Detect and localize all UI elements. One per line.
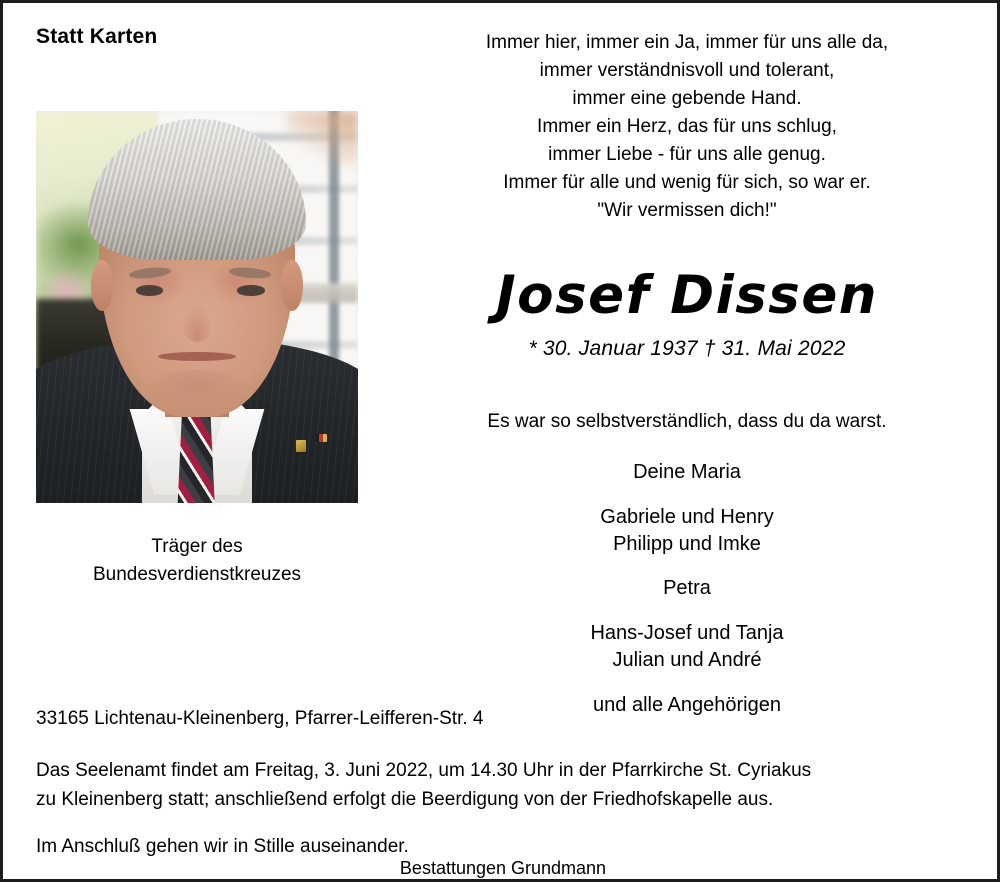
portrait-caption-line: Bundesverdienstkreuzes [92,564,302,586]
photo-eye-right [237,285,264,295]
poem-line: immer eine gebende Hand. [572,87,802,109]
poem-line: Immer ein Herz, das für uns schlug, [537,115,837,137]
tribute-line: Es war so selbstverständlich, dass du da warst. [487,411,887,433]
service-details [36,757,970,814]
poem-line: Immer hier, immer ein Ja, immer für uns alle da, [485,32,889,53]
portrait-caption-line: Träger des [151,536,243,557]
poem-line: immer Liebe - für uns alle genug. [548,143,826,165]
funeral-home-credit: Bestattungen Grundmann [399,858,607,878]
photo-lapel-pin-gold [296,440,307,453]
service-details-line: Das Seelenamt findet am Freitag, 3. Juni 2022, um 14.30 Uhr in der Pfarrkirche St. Cyriakus [36,760,812,781]
portrait-caption [36,533,358,589]
mourner-group [403,459,971,486]
mourner-group [403,575,971,602]
mourner-line: Deine Maria [633,461,741,484]
photo-lapel-pin-ribbon [316,434,328,443]
poem-line: immer verständnisvoll und tolerant, [539,59,835,81]
mourner-line: und alle Angehörigen [593,693,781,716]
memorial-poem [403,29,971,224]
closing-note: Im Anschluß gehen wir in Stille auseinander. [36,836,409,857]
funeral-details-block [36,708,970,858]
mourner-group [403,620,971,674]
service-details-line: zu Kleinenberg statt; anschließend erfolgt die Beerdigung von der Friedhofskapelle aus. [36,788,774,810]
photo-warm-corner [287,111,358,166]
photo-eye-left [136,285,163,295]
mourner-line: Petra [663,577,711,600]
photo-ear-right [281,260,304,311]
mourner-line: Julian und André [612,649,762,672]
memorial-text-column [403,29,971,719]
poem-line: "Wir vermissen dich!" [597,199,777,221]
photo-chin [145,370,248,417]
portrait-photo [36,111,358,503]
deceased-name: Josef Dissen [495,265,879,327]
portrait-column [36,111,358,589]
mourner-line: Philipp und Imke [613,532,761,555]
poem-line: Immer für alle und wenig für sich, so war er. [503,171,871,193]
mourner-line: Gabriele und Henry [600,505,774,528]
address-line: 33165 Lichtenau-Kleinenberg, Pfarrer-Leifferen-Str. 4 [36,708,484,729]
photo-ear-left [91,260,114,311]
life-dates: * 30. Januar 1937 † 31. Mai 2022 [528,337,846,361]
mourner-line: Hans-Josef und Tanja [590,622,784,645]
mourners-list [403,459,971,719]
statt-karten-heading: Statt Karten [36,25,158,48]
mourner-group [403,504,971,558]
